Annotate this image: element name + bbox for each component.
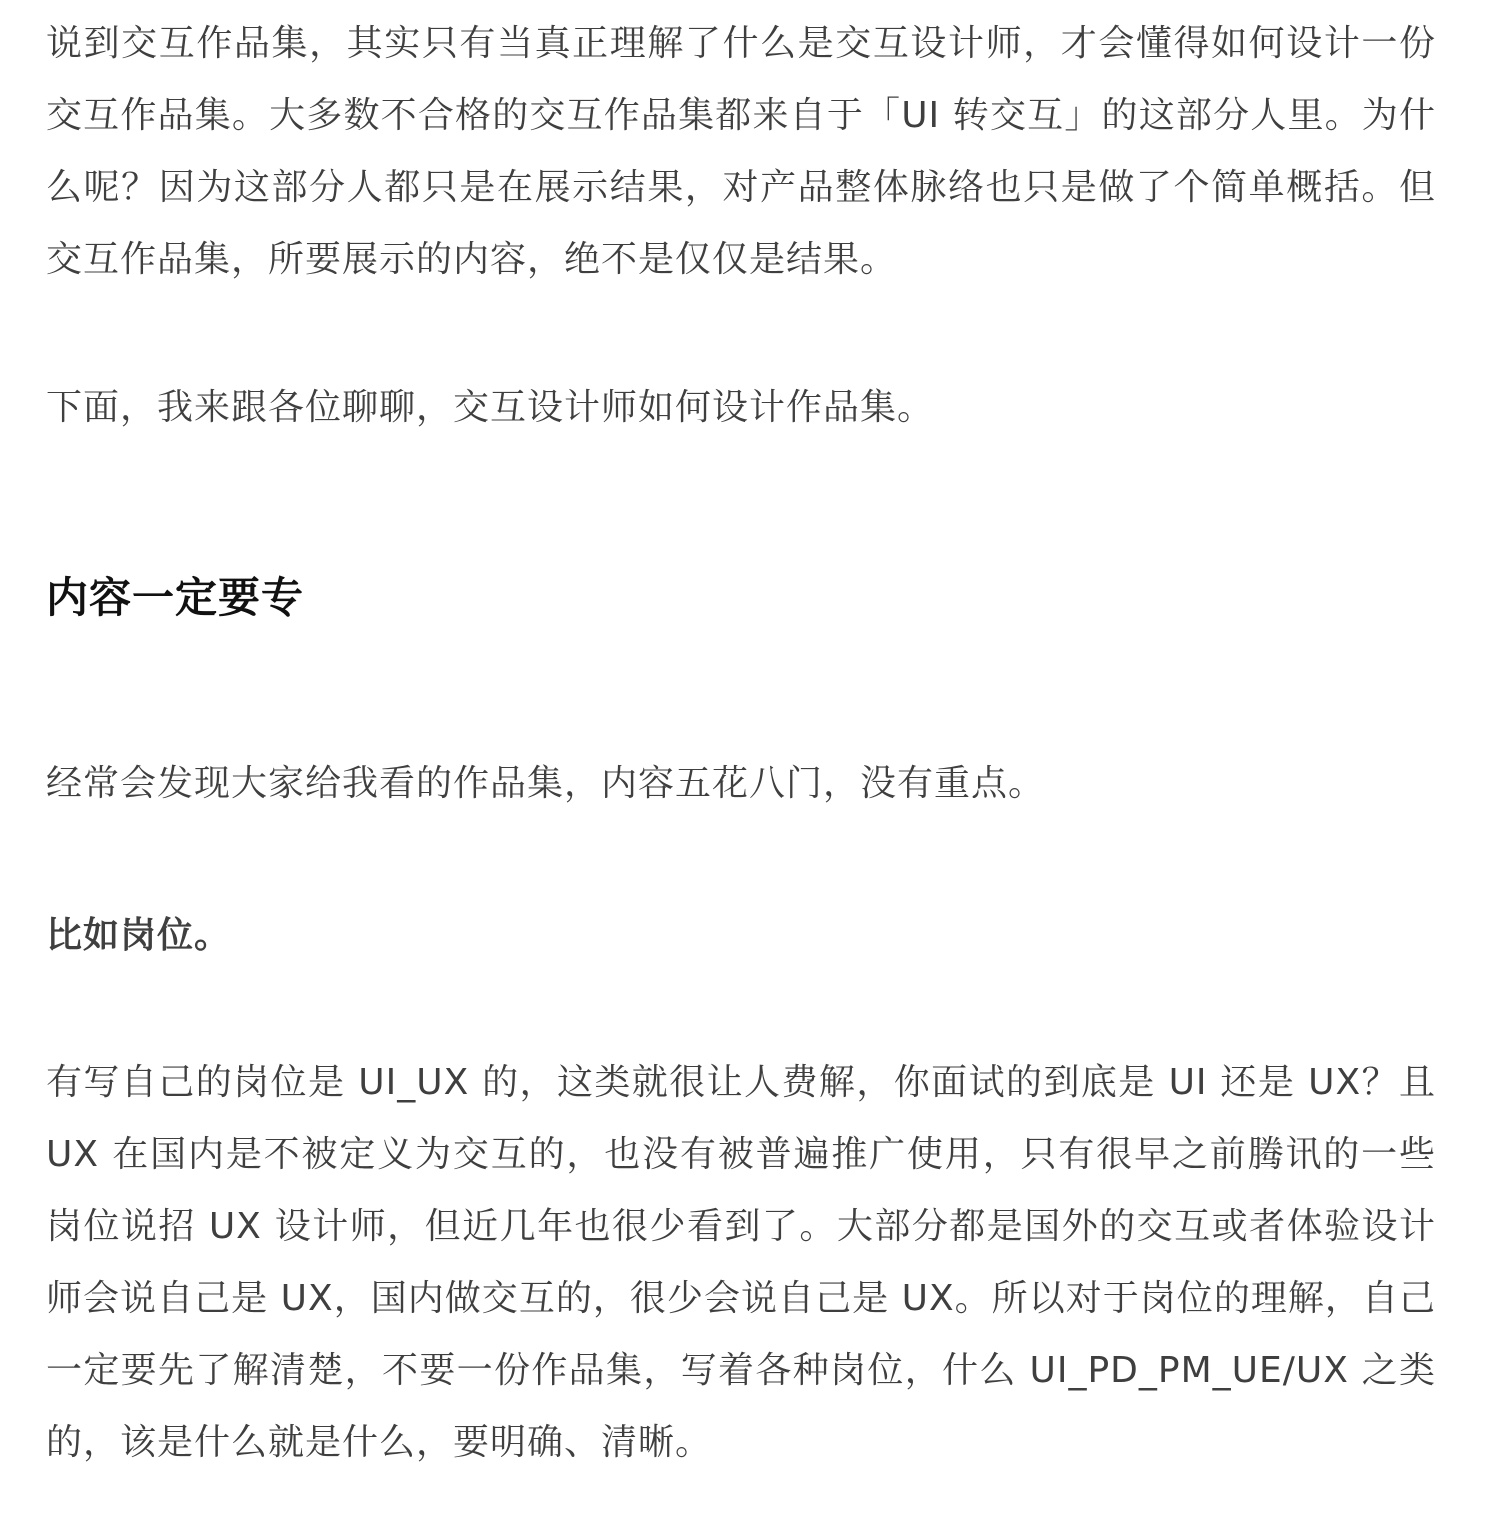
often-paragraph: 经常会发现大家给我看的作品集，内容五花八门，没有重点。 <box>46 763 1046 804</box>
intro-paragraph: 说到交互作品集，其实只有当真正理解了什么是交互设计师，才会懂得如何设计一份交互作品集。大多数不合格的交互作品集都来自于「UI 转交互」的这部分人里。为什么呢？因为这部分人都只是在展示结果，对产品整体脉络也只是做了个简单概括。但交互作品集，所要展示的内容，绝不是仅仅是结果。 <box>46 23 1436 280</box>
next-paragraph: 下面，我来跟各位聊聊，交互设计师如何设计作品集。 <box>46 387 935 428</box>
body-paragraph: 有写自己的岗位是 UI_UX 的，这类就很让人费解，你面试的到底是 UI 还是 UX？且 UX 在国内是不被定义为交互的，也没有被普遍推广使用，只有很早之前腾讯的一些岗位说招 UX 设计师，但近几年也很少看到了。大部分都是国外的交互或者体验设计师会说自己是 UX，国内做交互的，很少会说自己是 UX。所以对于岗位的理解，自己一定要先了解清楚，不要一份作品集，写着各种岗位，什么 UI_PD_PM_UE/UX 之类的，该是什么就是什么，要明确、清晰。 <box>46 1062 1436 1463</box>
example-label: 比如岗位。 <box>46 915 232 956</box>
section-heading: 内容一定要专 <box>46 573 305 622</box>
